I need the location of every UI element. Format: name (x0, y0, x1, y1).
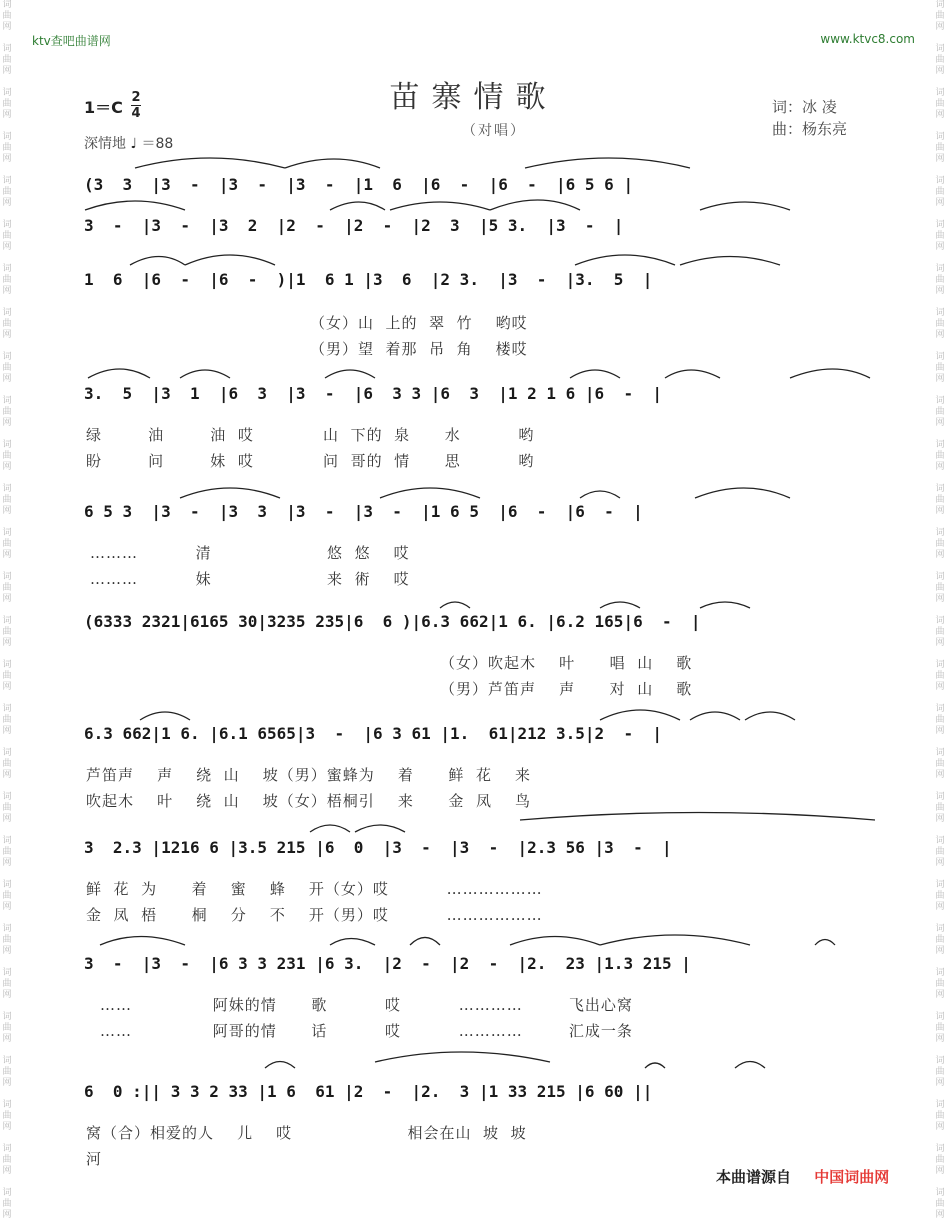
notation-row-5: 6 5 3 |3 - |3 3 |3 - |3 - |1 6 5 |6 - |6 - | (84, 502, 643, 521)
right-watermark-column: 词 曲 网 词 曲 网 词 曲 网 词 曲 网 词 曲 网 词 曲 网 词 曲 网 词 曲 网 词 曲 网 词 曲 网 词 曲 网 词 曲 网 词 曲 网 词 曲 网 词 曲 网 词 曲 网 词 曲 网 词 曲 网 词 曲 网 词 曲 网 词 曲 网 词 曲 网 词 曲 网 词 曲 网 词 曲 网 词 曲 网 词 曲 网 词 曲 网 (935, 0, 945, 1220)
source-label: 本曲谱源自 (716, 1168, 792, 1186)
lyrics-row-5a: ……… 清 悠 悠 哎 (90, 544, 410, 562)
source-footer (716, 1166, 889, 1187)
tempo-bpm: ＝88 (141, 136, 174, 152)
lyrics-row-7b: 吹起木 叶 绕 山 坡（女）梧桐引 来 金 凤 鸟 (86, 792, 532, 810)
notation-row-10: 6 0 :|| 3 3 2 33 |1 6 61 |2 - |2. 3 |1 33 215 |6 60 || (84, 1082, 653, 1101)
lyrics-row-5b: ……… 妹 来 術 哎 (90, 570, 410, 588)
lyrics-row-4b: 盼 问 妹 哎 问 哥的 情 思 哟 (86, 452, 535, 470)
source-brand-link[interactable]: 中国词曲网 (814, 1168, 890, 1186)
lyrics-row-6a: （女）吹起木 叶 唱 山 歌 (440, 654, 693, 672)
lyrics-row-10a: 窝（合）相爱的人 儿 哎 相会在山 坡 坡 (86, 1124, 527, 1142)
lyrics-verse-male: （男）望 着那 吊 角 楼哎 (310, 340, 528, 358)
notation-row-1: (3 3 |3 - |3 - |3 - |1 6 |6 - |6 - |6 5 6 | (84, 175, 634, 194)
quarter-note-icon: ♩ (130, 136, 138, 152)
song-title: 苗寨情歌 (389, 80, 558, 115)
tempo-marking (84, 133, 173, 153)
lyrics-row-9b: …… 阿哥的情 话 哎 ………… 汇成一条 (100, 1022, 633, 1040)
lyricist-credit: 词：冰 凌 (772, 98, 837, 116)
left-watermark-column: 词 曲 网 词 曲 网 词 曲 网 词 曲 网 词 曲 网 词 曲 网 词 曲 网 词 曲 网 词 曲 网 词 曲 网 词 曲 网 词 曲 网 词 曲 网 词 曲 网 词 曲 网 词 曲 网 词 曲 网 词 曲 网 词 曲 网 词 曲 网 词 曲 网 词 曲 网 词 曲 网 词 曲 网 词 曲 网 词 曲 网 词 曲 网 词 曲 网 (2, 0, 12, 1220)
song-subtitle: （对唱） (462, 123, 526, 139)
lyrics-row-8b: 金 凤 梧 桐 分 不 开（男）哎 ……………… (86, 906, 543, 924)
lyrics-verse-female: （女）山 上的 翠 竹 哟哎 (310, 314, 528, 332)
lyrics-row-6b: （男）芦笛声 声 对 山 歌 (440, 680, 693, 698)
notation-row-2: 3 - |3 - |3 2 |2 - |2 - |2 3 |5 3. |3 - | (84, 216, 624, 235)
key-signature: 1＝C (84, 98, 123, 117)
notation-row-7: 6.3 662|1 6. |6.1 6565|3 - |6 3 61 |1. 61|212 3.5|2 - | (84, 724, 662, 743)
notation-row-9: 3 - |3 - |6 3 3 231 |6 3. |2 - |2 - |2. 23 |1.3 215 | (84, 954, 691, 973)
notation-row-6: (6333 2321|6165 30|3235 235|6 6 )|6.3 662|1 6. |6.2 165|6 - | (84, 612, 701, 631)
notation-row-3: 1 6 |6 - |6 - )|1 6 1 |3 6 |2 3. |3 - |3. 5 | (84, 270, 653, 289)
lyrics-row-9a: …… 阿妹的情 歌 哎 ………… 飞出心窝 (100, 996, 633, 1014)
composer-credit: 曲：杨东亮 (772, 120, 848, 138)
lyrics-row-4a: 绿 油 油 哎 山 下的 泉 水 哟 (86, 426, 535, 444)
lyrics-row-7a: 芦笛声 声 绕 山 坡（男）蜜蜂为 着 鲜 花 来 (86, 766, 532, 784)
time-signature (131, 90, 141, 121)
notation-row-8: 3 2.3 |1216 6 |3.5 215 |6 0 |3 - |3 - |2.3 56 |3 - | (84, 838, 672, 857)
time-sig-top: 2 (131, 90, 141, 105)
tempo-text: 深情地 (84, 136, 126, 152)
lyrics-row-8a: 鲜 花 为 着 蜜 蜂 开（女）哎 ……………… (86, 880, 543, 898)
notation-row-4: 3. 5 |3 1 |6 3 |3 - |6 3 3 |6 3 |1 2 1 6 |6 - | (84, 384, 662, 403)
time-sig-bottom: 4 (131, 106, 141, 121)
site-name-link[interactable]: ktv查吧曲谱网 (32, 34, 111, 48)
lyrics-row-10b: 河 (86, 1150, 103, 1168)
site-url-link[interactable]: www.ktvc8.com (820, 32, 915, 46)
